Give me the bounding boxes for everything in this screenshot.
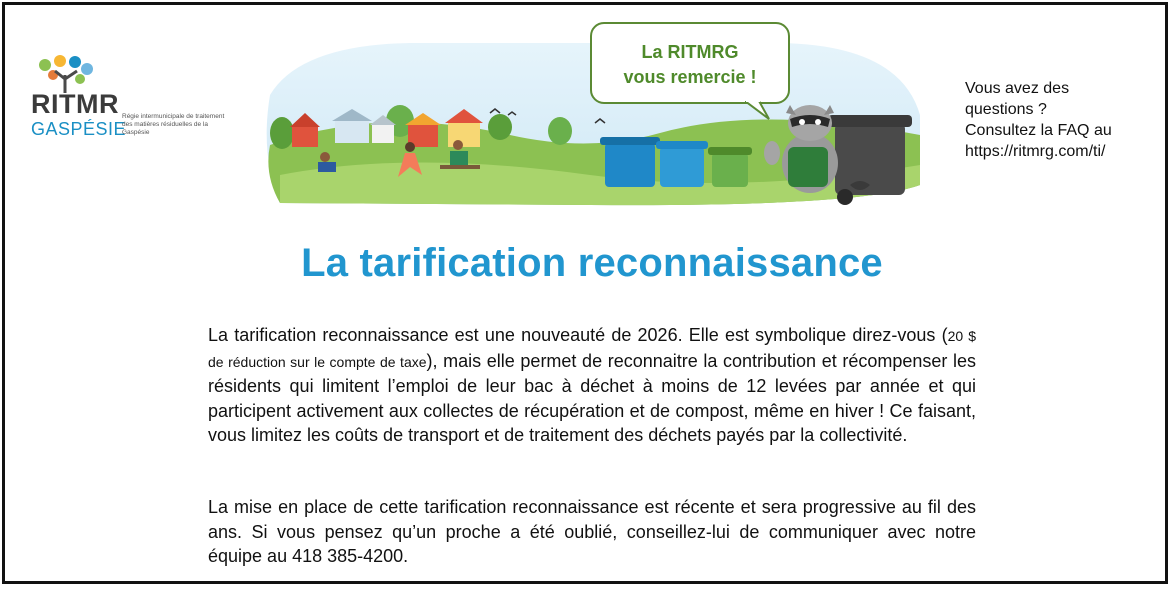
logo-region: GASPÉSIE — [31, 119, 127, 139]
logo-name: RITMR — [31, 89, 119, 119]
tree-logo-icon — [35, 55, 105, 93]
ritmr-logo — [31, 55, 225, 145]
paragraph-2: La mise en place de cette tarification reconnaissance est récente et sera progressive au fil des ans. Si vous pensez qu’un proche a été oublié, conseillez-lui de communiquer avec notre équipe au 418 385-4200. — [208, 497, 976, 566]
paragraph-1-small: 20 $ de réduction sur le compte de taxe — [208, 328, 977, 370]
paragraph-1-part-2: ), mais elle permet de reconnaitre la contribution et récompenser les résidents qui limitent l’emploi de leur bac à déchet à moins de 12 levées par année et qui participent activement aux collectes de récupération et de compost, même en hiver ! Ce faisant, vous limitez les coûts de transport et de traitement des déchets payés par la collectivité. — [208, 350, 977, 445]
speech-bubble-tail-icon — [745, 101, 775, 121]
faq-line-2: questions ? — [965, 101, 1047, 118]
bubble-line-1: La RITMRG — [641, 42, 739, 62]
faq-note — [965, 78, 1165, 162]
paragraph-1-part-1: La tarification reconnaissance est une nouveauté de 2026. Elle est symbolique direz-vous ( — [208, 325, 948, 345]
bubble-line-2: vous remercie ! — [623, 67, 757, 87]
speech-bubble — [590, 22, 790, 104]
logo-tagline: Régie intermunicipale de traitement des matières résiduelles de la Gaspésie — [122, 113, 225, 136]
faq-line-1: Vous avez des — [965, 80, 1070, 97]
faq-url: https://ritmrg.com/ti/ — [965, 143, 1106, 160]
paragraph-1 — [208, 323, 976, 448]
page-title: La tarification reconnaissance — [301, 241, 883, 285]
document-frame — [2, 2, 1168, 584]
faq-line-3: Consultez la FAQ au — [965, 122, 1112, 139]
